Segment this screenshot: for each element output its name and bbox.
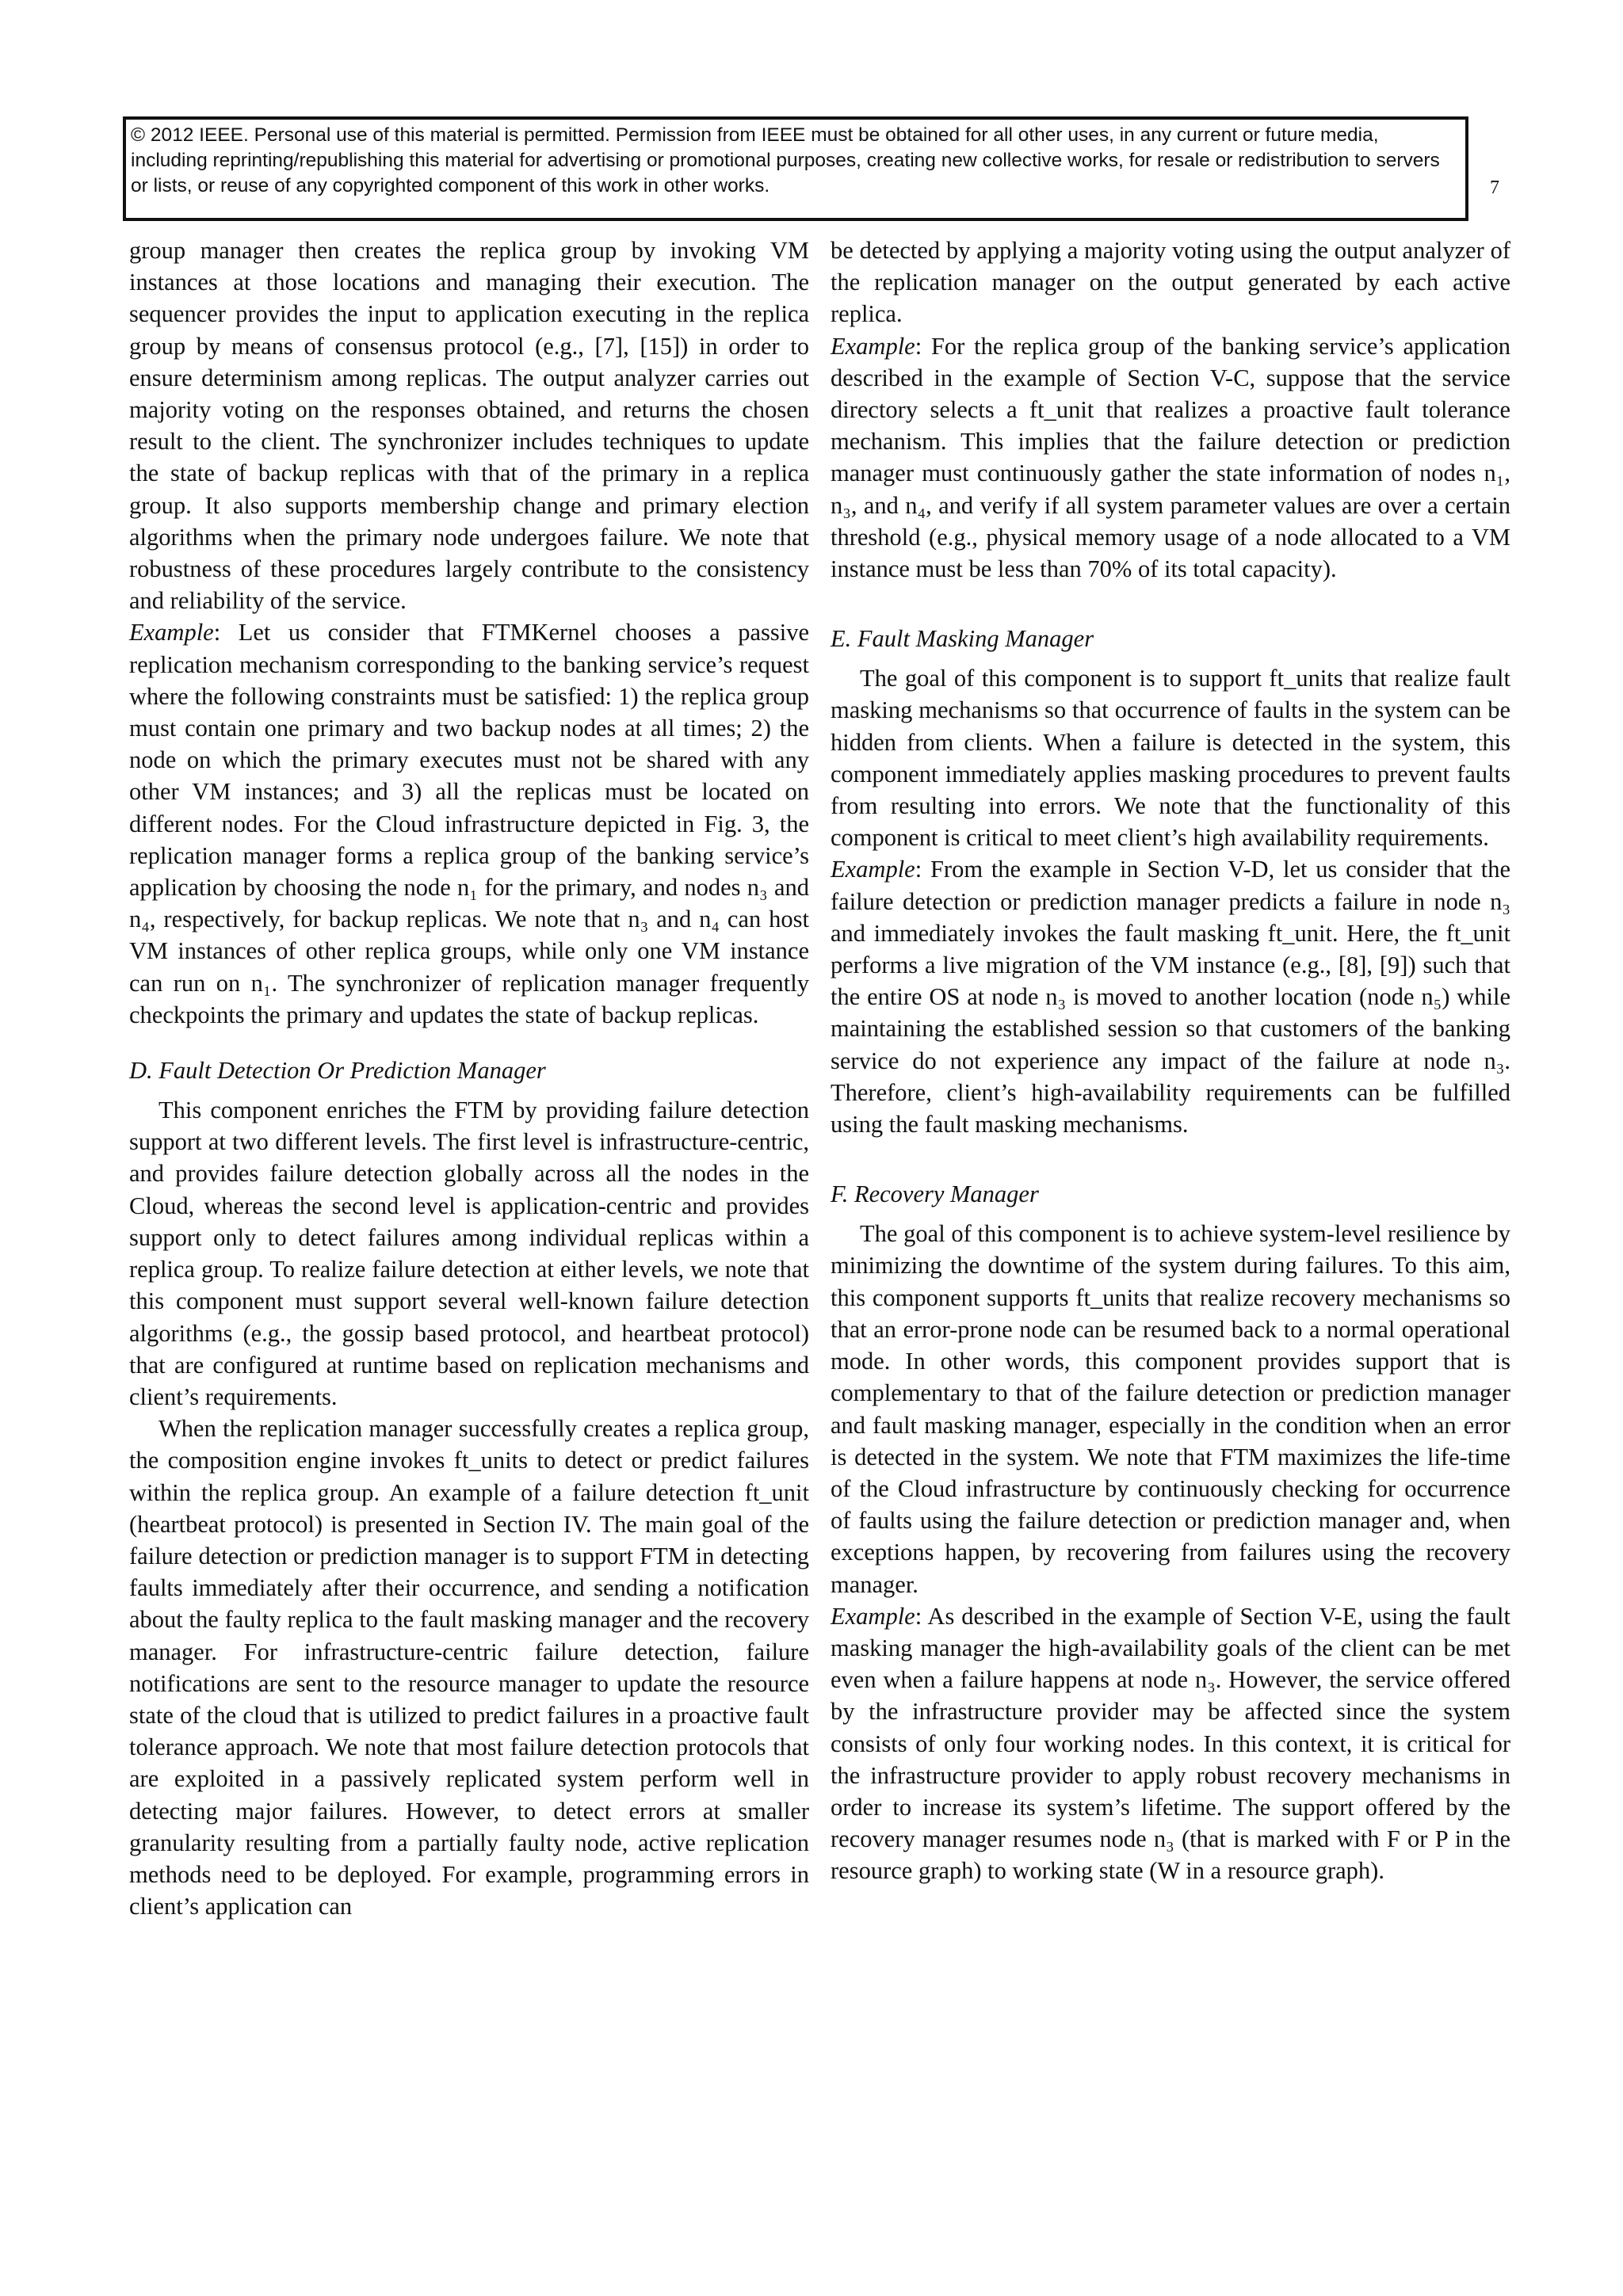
- example-text: : For the replica group of the banking service’s application described in the example of Section V-C, suppose that the service directory selects a ft_unit that realizes a proactive fault tolerance mechanism. This implies that the failure detection or prediction manager must continuously gather the state information of nodes n₁, n₃, and n₄, and verify if all system parameter values are over a certain threshold (e.g., physical memory usage of a node allocated to a VM instance must be less than 70% of its total capacity).: [831, 332, 1510, 583]
- paragraph: When the replication manager successfully creates a replica group, the composition engine invokes ft_units to detect or predict failures within the replica group. An example of a failure detection ft_unit (heartbeat protocol) is presented in Section IV. The main goal of the failure detection or prediction manager is to support FTM in detecting faults immediately after their occurrence, and sending a notification about the faulty replica to the fault masking manager and the recovery manager. For infrastructure-centric failure detection, failure notifications are sent to the resource manager to update the resource state of the cloud that is utilized to predict failures in a proactive fault tolerance approach. We note that most failure detection protocols that are exploited in a passively replicated system perform well in detecting major failures. However, to detect errors at smaller granularity resulting from a partially faulty node, active replication methods need to be deployed. For example, programming errors in client’s application can: [129, 1415, 809, 1920]
- example-paragraph: [831, 1600, 1510, 1887]
- example-paragraph: [831, 330, 1510, 585]
- paragraph: be detected by applying a majority voting using the output analyzer of the replication manager on the output generated by each active replica.: [831, 237, 1510, 328]
- example-paragraph: [129, 616, 809, 1031]
- paragraph: The goal of this component is to support ft_units that realize fault masking mechanisms so that occurrence of faults in the system can be hidden from clients. When a failure is detected in the system, this component immediately applies masking procedures to prevent faults from resulting into errors. We note that the functionality of this component is critical to meet client’s high availability requirements.: [831, 665, 1510, 852]
- example-paragraph: [831, 853, 1510, 1140]
- example-label: Example: [831, 856, 915, 883]
- example-text: : As described in the example of Section V-E, using the fault masking manager the high-availability goals of the client can be met even when a failure happens at node n₃. However, the service offered by the infrastructure provider may be affected since the system consists of only four working nodes. In this context, it is critical for the infrastructure provider to apply robust recovery mechanisms in order to increase its system’s lifetime. The support offered by the recovery manager resumes node n₃ (that is marked with F or P in the resource graph) to working state (W in a resource graph).: [831, 1602, 1510, 1885]
- example-label: Example: [129, 619, 214, 646]
- paragraph: This component enriches the FTM by providing failure detection support at two different levels. The first level is infrastructure-centric, and provides failure detection globally across all the nodes in the Cloud, whereas the second level is application-centric and provides support only to detect failures among individual replicas within a replica group. To realize failure detection at either levels, we note that this component must support several well-known failure detection algorithms (e.g., the gossip based protocol, and heartbeat protocol) that are configured at runtime based on replication mechanisms and client’s requirements.: [129, 1097, 809, 1410]
- page-number: 7: [1490, 177, 1499, 198]
- section-heading-f: F. Recovery Manager: [831, 1180, 1039, 1208]
- left-column: [129, 235, 809, 1922]
- example-text: : Let us consider that FTMKernel chooses a passive replication mechanism corresponding to the banking service’s request where the following constraints must be satisfied: 1) the replica group must contain one primary and two backup nodes at all times; 2) the node on which the primary executes must not be shared with any other VM instances; and 3) all the replicas must be located on different nodes. For the Cloud infrastructure depicted in Fig. 3, the replication manager forms a replica group of the banking service’s application by choosing the node n₁ for the primary, and nodes n₃ and n₄, respectively, for backup replicas. We note that n₃ and n₄ can host VM instances of other replica groups, while only one VM instance can run on n₁. The synchronizer of replication manager frequently checkpoints the primary and updates the state of backup replicas.: [129, 619, 809, 1028]
- section-heading-e: E. Fault Masking Manager: [831, 625, 1094, 653]
- copyright-notice: © 2012 IEEE. Personal use of this material is permitted. Permission from IEEE must be obtained for all other uses, in any current or future media, including reprinting/republishing this material for advertising or promotional purposes, creating new collective works, for resale or redistribution to servers or lists, or reuse of any copyrighted component of this work in other works.: [123, 116, 1468, 221]
- example-label: Example: [831, 332, 915, 360]
- right-column: [831, 235, 1510, 1887]
- example-label: Example: [831, 1602, 915, 1630]
- paragraph: group manager then creates the replica group by invoking VM instances at those locations and managing their execution. The sequencer provides the input to application executing in the replica group by means of consensus protocol (e.g., [7], [15]) in order to ensure determinism among replicas. The output analyzer carries out majority voting on the responses obtained, and returns the chosen result to the client. The synchronizer includes techniques to update the state of backup replicas with that of the primary in a replica group. It also supports membership change and primary election algorithms when the primary node undergoes failure. We note that robustness of these procedures largely contribute to the consistency and reliability of the service.: [129, 237, 809, 615]
- section-heading-d: D. Fault Detection Or Prediction Manager: [129, 1057, 546, 1085]
- paragraph: The goal of this component is to achieve system-level resilience by minimizing the downtime of the system during failures. To this aim, this component supports ft_units that realize recovery mechanisms so that an error-prone node can be resumed back to a normal operational mode. In other words, this component provides support that is complementary to that of the failure detection or prediction manager and fault masking manager, especially in the condition when an error is detected in the system. We note that FTM maximizes the life-time of the Cloud infrastructure by continuously checking for occurrence of faults using the failure detection or prediction manager and, when exceptions happen, by recovering from failures using the recovery manager.: [831, 1220, 1510, 1598]
- example-text: : From the example in Section V-D, let us consider that the failure detection or prediction manager predicts a failure in node n₃ and immediately invokes the fault masking ft_unit. Here, the ft_unit performs a live migration of the VM instance (e.g., [8], [9]) such that the entire OS at node n₃ is moved to another location (node n₅) while maintaining the established session so that customers of the banking service do not experience any impact of the failure at node n₃. Therefore, client’s high-availability requirements can be fulfilled using the fault masking mechanisms.: [831, 856, 1510, 1138]
